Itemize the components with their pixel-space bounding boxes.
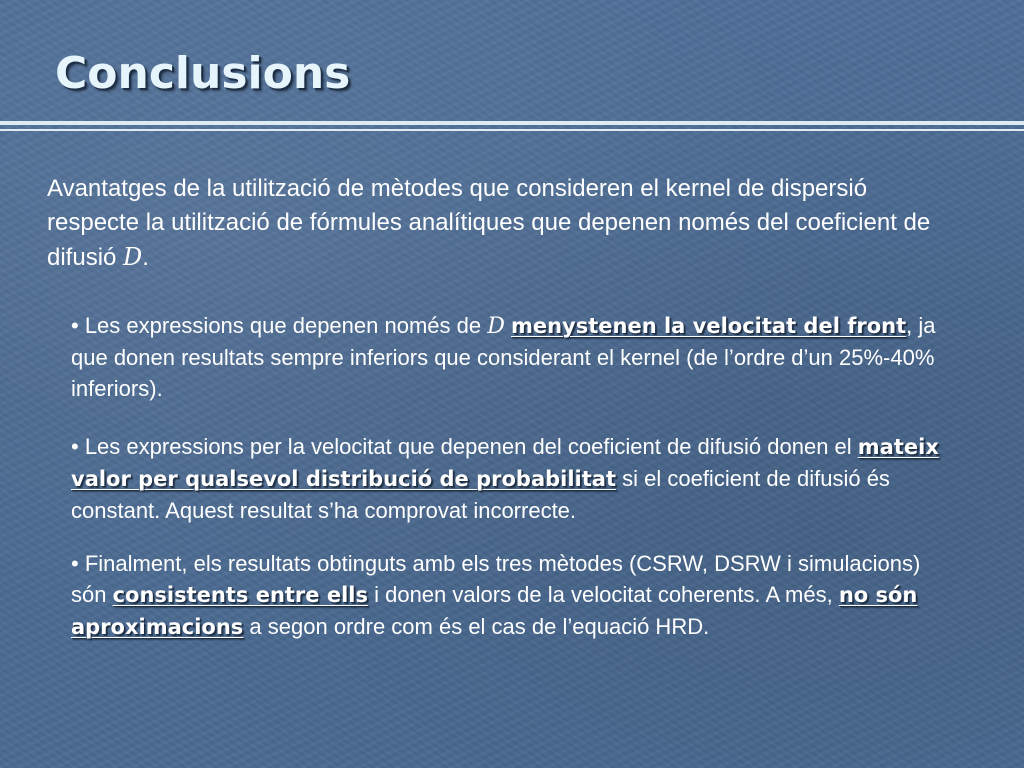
bullet-emphasis: menystenen la velocitat del front [510, 314, 907, 338]
bullet-marker: • [71, 551, 79, 576]
bullet-text: i donen valors de la velocitat coherents. A més, [367, 582, 839, 607]
bullet-text: , ja que donen resultats sempre inferiors que considerant el kernel (de l’ordre d’un 25%-40% inferiors). [71, 313, 936, 401]
bullet-item-1 [71, 310, 951, 404]
diffusion-coefficient-symbol: D [123, 243, 143, 271]
diffusion-coefficient-symbol: D [487, 314, 505, 339]
bullet-text: Finalment, els resultats obtinguts amb els tres mètodes (CSRW, DSRW i simulacions) són [71, 551, 921, 607]
bullet-text: a segon ordre com és el cas de l’equació HRD. [243, 614, 710, 639]
bullet-text: Les expressions que depenen només de [78, 313, 488, 338]
title-divider-thick [0, 121, 1024, 125]
slide-title: Conclusions [55, 48, 351, 99]
bullet-emphasis: no són aproximacions [71, 583, 918, 639]
bullet-text: Les expressions per la velocitat que depenen del coeficient de difusió donen el [78, 434, 858, 459]
bullet-text: si el coeficient de difusió és constant. Aquest resultat s’ha comprovat incorrecte. [71, 466, 890, 523]
bullet-item-3 [71, 548, 951, 643]
intro-end: . [142, 244, 149, 271]
intro-paragraph [47, 172, 952, 275]
bullet-item-2 [71, 431, 951, 526]
bullet-marker: • [71, 434, 79, 459]
bullet-marker: • [71, 313, 79, 338]
title-divider-thin [0, 129, 1024, 131]
bullet-emphasis: consistents entre ells [112, 583, 368, 607]
intro-text: Avantatges de la utilització de mètodes que consideren el kernel de dispersió respecte la utilització de fórmules analítiques que depenen només del coeficient de difusió [47, 175, 931, 271]
bullet-emphasis: mateix valor per qualsevol distribució de probabilitat [71, 435, 939, 491]
